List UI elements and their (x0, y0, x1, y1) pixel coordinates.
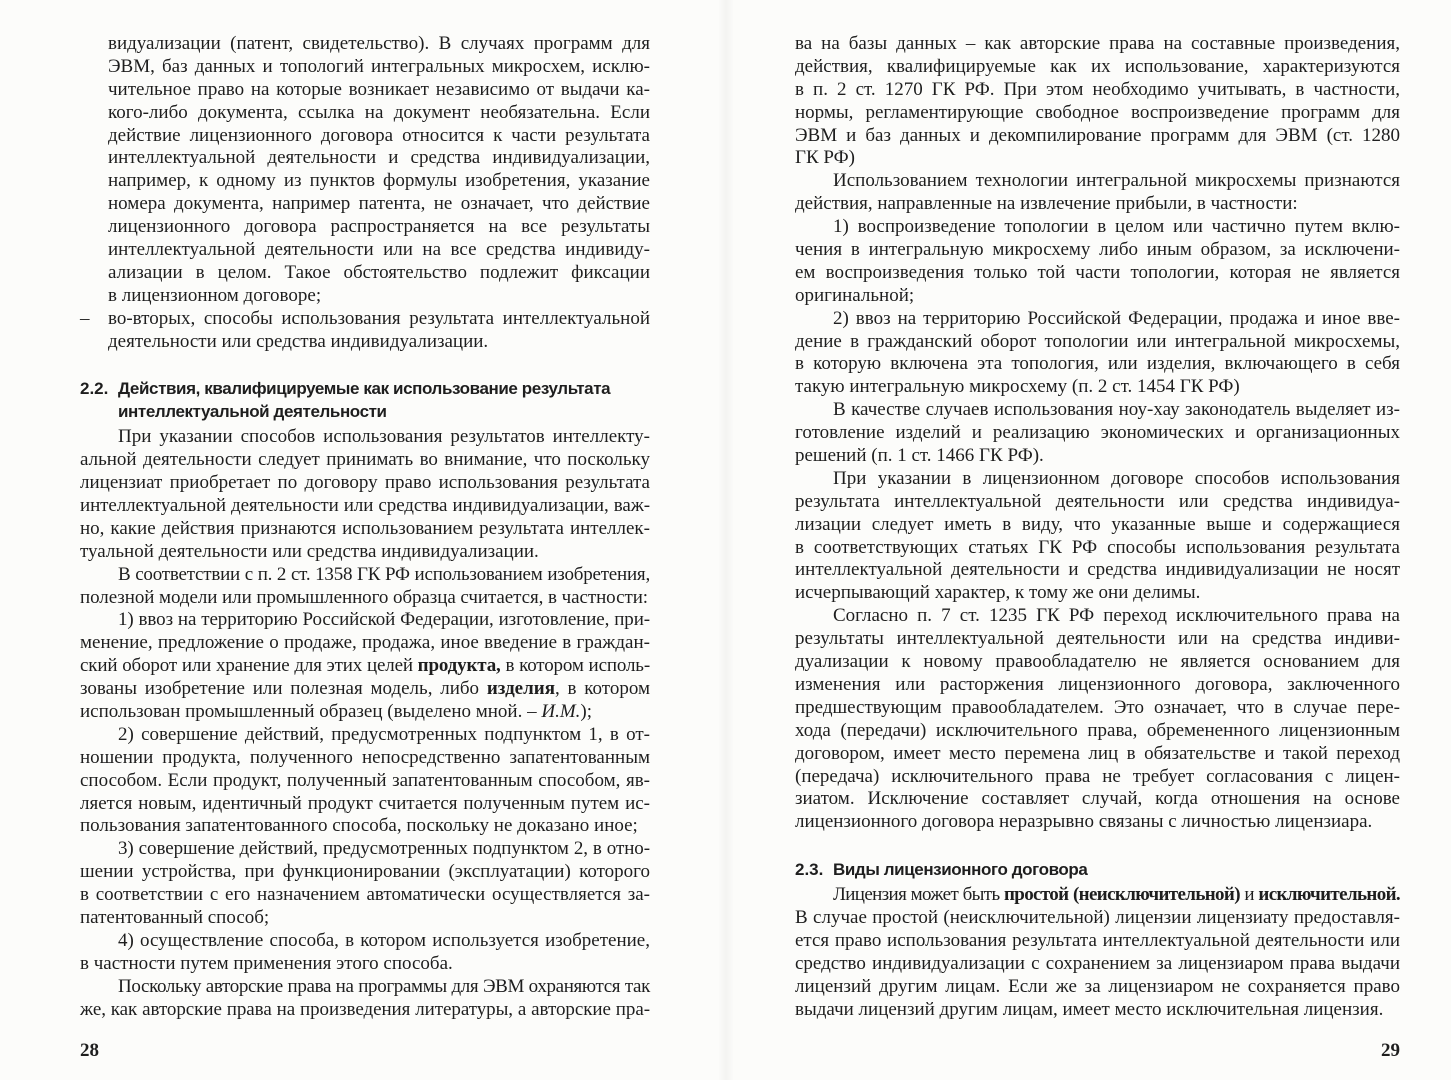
text-line: способом. Если продукт, полученный запатентованным способом, яв- (80, 769, 650, 791)
bold-text: продукта, (417, 655, 501, 677)
section-number: 2.2. (80, 379, 109, 399)
bold-text: исключительной. (1258, 884, 1401, 906)
text-line: во-вторых, способы использования результата интеллектуальной (108, 307, 650, 329)
text-line: договором, имеет место перемена лиц в обязательстве и такой переход (795, 742, 1400, 764)
text-line: полезной модели или промышленного образца считается, в частности: (80, 586, 649, 608)
text-line: 3) совершение действий, предусмотренных подпунктом 2, в отно- (118, 838, 650, 860)
text-run: , в котором (555, 678, 651, 700)
text-line: интеллектуальной деятельности и средства индивидуализации не носят (795, 559, 1400, 581)
section-title-line: интеллектуальной деятельности (118, 402, 387, 422)
text-line: хода (передачи) исключительного права, обремененного лицензионным (795, 719, 1400, 741)
paragraph (80, 609, 650, 723)
paragraph (795, 468, 1400, 605)
text-line: патентованный способ; (80, 906, 270, 928)
text-line: 4) осуществление способа, в котором используется изобретение, (118, 929, 650, 951)
text-line: оригинальной; (795, 284, 915, 306)
text-line: интеллектуальной деятельности или на все средства индивиду- (108, 239, 650, 261)
paragraph (80, 33, 650, 308)
bold-text: простой (неисключительной) (1003, 884, 1240, 906)
text-line: В соответствии с п. 2 ст. 1358 ГК РФ использованием изобретения, (118, 563, 650, 585)
text-run: ); (580, 700, 593, 722)
text-line: исчерпывающий характер, к тому же они делимы. (795, 582, 1201, 604)
text-line: альной деятельности следует принимать во внимание, что поскольку (80, 449, 650, 471)
text-line: готовление изделий и реализацию экономических и организационных (795, 422, 1400, 444)
text-line: предшествующим правообладателем. Это означает, что в случае пере- (795, 696, 1400, 718)
text-line: интеллектуальной деятельности или средства индивидуализации, важ- (80, 494, 650, 516)
text-line: При указании в лицензионном договоре способов использования (833, 467, 1400, 489)
text-line: ва на базы данных – как авторские права на составные произведения, (795, 33, 1400, 54)
text-line: ляется новым, идентичный продукт считается полученным путем ис- (80, 792, 650, 814)
text-line: в которую включена эта топология, или изделия, включающего в себя (795, 353, 1400, 375)
paragraph (80, 838, 650, 930)
text-line: действия, квалифицируемые как их использование, характеризуются (795, 55, 1400, 77)
text-line: В качестве случаев использования ноу-хау законодатель выделяет из- (833, 399, 1400, 421)
text-line: 2) ввоз на территорию Российской Федерации, продажа и иное вве- (833, 307, 1400, 329)
text-line: в соответствующих статьях ГК РФ способы использования результата (795, 536, 1400, 558)
text-line: дение в гражданский оборот топологии или интегральной микросхемы, (795, 330, 1400, 352)
text-line (795, 884, 1400, 907)
italic-text: И.М. (541, 700, 581, 722)
paragraph (80, 426, 650, 563)
paragraph (795, 884, 1400, 1021)
text-line: туальной деятельности или средства индивидуализации. (80, 540, 539, 562)
text-line: зиатом. Исключение составляет случай, когда отношения на основе (795, 788, 1400, 810)
text-line: Поскольку авторские права на программы для ЭВМ охраняются так (118, 975, 650, 997)
text-line: менение, предложение о продаже, продажа, иное введение в граждан- (80, 632, 650, 654)
text-line: При указании способов использования результатов интеллекту- (118, 426, 650, 448)
text-line: чительное право на которые возникает независимо от выдачи ка- (108, 78, 650, 100)
text-line: чения в интегральную микросхему либо иным образом, за исключени- (795, 239, 1400, 261)
section-title-line: Виды лицензионного договора (833, 860, 1088, 880)
text-run: в котором исполь- (500, 655, 650, 677)
page-number-left: 28 (80, 1040, 99, 1061)
section-heading (795, 859, 1400, 882)
text-line: но, какие действия признаются использованием результата интеллек- (80, 517, 650, 539)
paragraph (80, 724, 650, 838)
text-line: решений (п. 1 ст. 1466 ГК РФ). (795, 445, 1044, 467)
text-line: действие лицензионного договора относится к части результата (108, 124, 650, 146)
text-line: ЭВМ, баз данных и топологий интегральных микросхем, исклю- (108, 55, 650, 77)
text-line: шении устройства, при функционировании (эксплуатации) которого (80, 861, 650, 883)
section-title-line: Действия, квалифицируемые как использование результата (118, 379, 611, 399)
text-run: ский оборот или хранение для этих целей (80, 655, 418, 677)
paragraph (80, 976, 650, 1022)
text-line: кого-либо документа, ссылка на документ необязательна. Если (108, 101, 650, 123)
text-line: ется право использования результата интеллектуальной деятельности или (795, 929, 1400, 951)
paragraph (795, 33, 1400, 170)
text-line: ЭВМ и баз данных и декомпилирование программ для ЭВМ (ст. 1280 (795, 124, 1400, 146)
text-line: изменения или расторжения лицензионного договора, заключенного (795, 673, 1400, 695)
text-line: (передача) исключительного права не требует согласования с лицен- (795, 765, 1400, 787)
text-line: ем воспроизведения только той части топологии, которая не является (795, 261, 1400, 283)
text-line: ализации в целом. Такое обстоятельство подлежит фиксации (108, 261, 650, 283)
text-line: лизации следует иметь в виду, что указанные выше и содержащиеся (795, 513, 1400, 535)
text-line: лицензий другим лицам. Если же за лицензиаром не сохраняется право (795, 975, 1400, 997)
list-dash-marker: – (80, 307, 90, 329)
book-gutter (718, 0, 734, 1080)
text-line (80, 701, 650, 724)
text-line: видуализации (патент, свидетельство). В случаях программ для (108, 33, 650, 54)
text-line: 1) ввоз на территорию Российской Федерации, изготовление, при- (118, 609, 650, 631)
text-run: использован промышленный образец (выделено мной. – (80, 700, 542, 722)
text-line: действия, направленные на извлечение прибыли, в частности: (795, 193, 1298, 215)
paragraph (795, 216, 1400, 308)
text-run: Лицензия может быть (833, 884, 1004, 906)
text-line (80, 655, 650, 678)
text-line: 2) совершение действий, предусмотренных подпунктом 1, в от- (118, 723, 650, 745)
section-number: 2.3. (795, 860, 824, 880)
text-line: лицензионного договора распространяется на все результаты (108, 216, 650, 238)
text-line: средство индивидуализации с сохранением за лицензиаром права выдачи (795, 952, 1400, 974)
text-line: Согласно п. 7 ст. 1235 ГК РФ переход исключительного права на (833, 605, 1400, 627)
text-line: лицензионного договора неразрывно связаны с личностью лицензиара. (795, 811, 1373, 833)
text-run: зованы изобретение или полезная модель, либо (80, 678, 487, 700)
text-line: выдачи лицензий другим лицам, имеет место исключительная лицензия. (795, 998, 1384, 1020)
page-number-right: 29 (1381, 1040, 1400, 1061)
text-line: в п. 2 ст. 1270 ГК РФ. При этом необходимо учитывать, в частности, (795, 78, 1400, 100)
text-line: результаты интеллектуальной деятельности или на средства индиви- (795, 628, 1400, 650)
text-line: дуализации к новому правообладателю не является основанием для (795, 651, 1400, 673)
text-line: Использованием технологии интегральной микросхемы признаются (833, 170, 1400, 192)
paragraph (795, 308, 1400, 400)
paragraph (795, 605, 1400, 834)
text-line: в соответствии с его назначением автоматически осуществляется за- (80, 884, 650, 906)
right-page-text (795, 33, 1400, 1021)
text-line: лицензиат приобретает по договору право использования результата (80, 472, 650, 494)
text-line: интеллектуальной деятельности и средства индивидуализации, (108, 147, 650, 169)
text-line: же, как авторские права на произведения литературы, а авторские пра- (80, 998, 650, 1020)
text-line: в лицензионном договоре; (108, 284, 322, 306)
paragraph (795, 399, 1400, 468)
text-line: В случае простой (неисключительной) лицензии лицензиату предоставля- (795, 906, 1400, 928)
text-line: 1) воспроизведение топологии в целом или частично путем вклю- (833, 216, 1400, 238)
paragraph (80, 930, 650, 976)
text-line: ГК РФ) (795, 147, 855, 169)
text-line (80, 678, 650, 701)
text-line: в частности путем применения этого способа. (80, 952, 453, 974)
text-line: ношении продукта, полученного непосредственно запатентованным (80, 746, 650, 768)
bold-text: изделия (486, 678, 555, 700)
text-line: например, к одному из пунктов формулы изобретения, указание (108, 170, 650, 192)
text-line: нормы, регламентирующие свободное воспроизведение программ для (795, 101, 1400, 123)
text-line: номера документа, например патента, не означает, что действие (108, 193, 650, 215)
text-line: такую интегральную микросхему (п. 2 ст. 1454 ГК РФ) (795, 376, 1240, 398)
text-line: деятельности или средства индивидуализации. (108, 330, 489, 352)
text-run: и (1239, 884, 1259, 906)
left-page-text (80, 33, 650, 1021)
text-line: пользования запатентованного способа, поскольку не доказано иное; (80, 815, 638, 837)
paragraph (795, 170, 1400, 216)
section-heading (80, 378, 650, 424)
paragraph (80, 564, 650, 610)
dash-list-item (80, 308, 650, 354)
text-line: результата интеллектуальной деятельности или средства индивидуа- (795, 490, 1400, 512)
